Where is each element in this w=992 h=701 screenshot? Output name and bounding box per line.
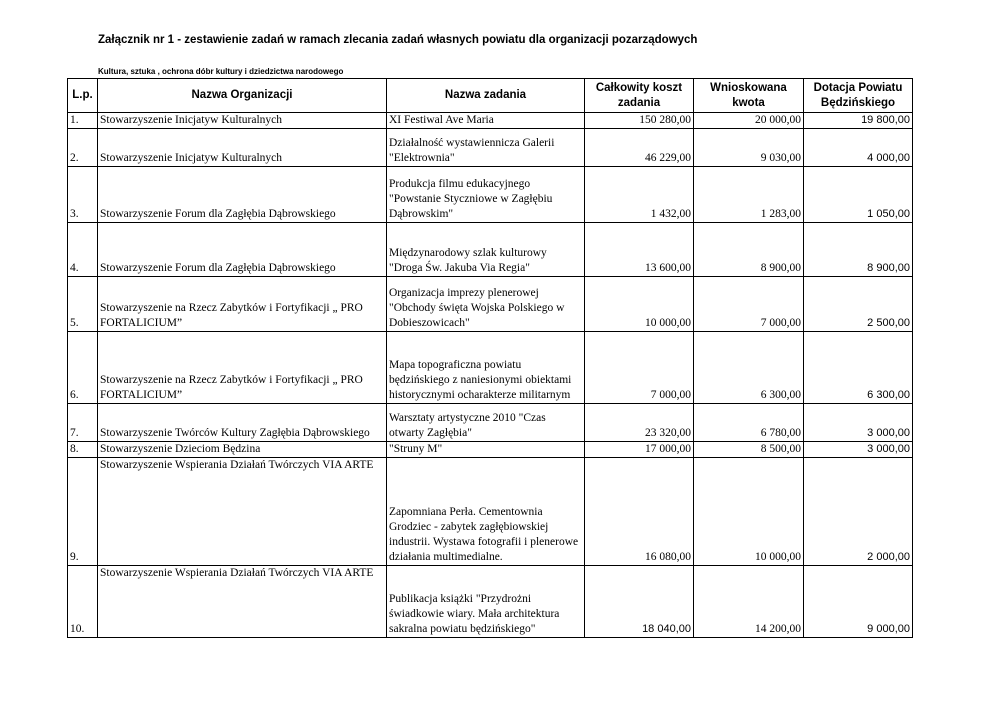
header-county-grant: Dotacja Powiatu Będzińskiego bbox=[804, 79, 913, 113]
row-lp: 6. bbox=[68, 332, 98, 404]
row-requested-amount: 9 030,00 bbox=[694, 129, 804, 167]
row-county-grant: 9 000,00 bbox=[804, 566, 913, 638]
header-requested-amount: Wnioskowana kwota bbox=[694, 79, 804, 113]
table-row bbox=[68, 167, 913, 223]
row-requested-amount: 6 780,00 bbox=[694, 404, 804, 442]
table-row bbox=[68, 566, 913, 638]
row-lp: 5. bbox=[68, 277, 98, 332]
row-county-grant: 4 000,00 bbox=[804, 129, 913, 167]
table-row bbox=[68, 404, 913, 442]
row-requested-amount: 8 900,00 bbox=[694, 223, 804, 277]
row-total-cost: 1 432,00 bbox=[585, 167, 694, 223]
row-total-cost: 10 000,00 bbox=[585, 277, 694, 332]
row-task-name: Organizacja imprezy plenerowej "Obchody święta Wojska Polskiego w Dobieszowicach" bbox=[387, 277, 585, 332]
row-county-grant: 6 300,00 bbox=[804, 332, 913, 404]
table-row bbox=[68, 332, 913, 404]
table-row bbox=[68, 277, 913, 332]
row-county-grant: 3 000,00 bbox=[804, 442, 913, 458]
row-county-grant: 2 500,00 bbox=[804, 277, 913, 332]
row-task-name: Zapomniana Perła. Cementownia Grodziec - zabytek zagłębiowskiej industrii. Wystawa fotografii i plenerowe działania multimedialne. bbox=[387, 458, 585, 566]
row-lp: 2. bbox=[68, 129, 98, 167]
row-total-cost: 18 040,00 bbox=[585, 566, 694, 638]
table-row bbox=[68, 442, 913, 458]
table-row bbox=[68, 113, 913, 129]
row-task-name: Publikacja książki "Przydrożni świadkowie wiary. Mała architektura sakralna powiatu będzińskiego" bbox=[387, 566, 585, 638]
row-total-cost: 7 000,00 bbox=[585, 332, 694, 404]
row-organization: Stowarzyszenie na Rzecz Zabytków i Fortyfikacji „ PRO FORTALICIUM” bbox=[98, 277, 387, 332]
section-heading: Kultura, sztuka , ochrona dóbr kultury i dziedzictwa narodowego bbox=[98, 67, 344, 76]
row-requested-amount: 20 000,00 bbox=[694, 113, 804, 129]
row-organization: Stowarzyszenie Forum dla Zagłębia Dąbrowskiego bbox=[98, 167, 387, 223]
row-total-cost: 17 000,00 bbox=[585, 442, 694, 458]
tasks-table bbox=[67, 78, 913, 638]
header-total-cost: Całkowity koszt zadania bbox=[585, 79, 694, 113]
row-requested-amount: 7 000,00 bbox=[694, 277, 804, 332]
row-county-grant: 3 000,00 bbox=[804, 404, 913, 442]
row-task-name: XI Festiwal Ave Maria bbox=[387, 113, 585, 129]
table-row bbox=[68, 223, 913, 277]
row-organization: Stowarzyszenie Dzieciom Będzina bbox=[98, 442, 387, 458]
row-county-grant: 1 050,00 bbox=[804, 167, 913, 223]
table-row bbox=[68, 458, 913, 566]
row-lp: 7. bbox=[68, 404, 98, 442]
row-county-grant: 2 000,00 bbox=[804, 458, 913, 566]
row-total-cost: 46 229,00 bbox=[585, 129, 694, 167]
row-organization: Stowarzyszenie Wspierania Działań Twórczych VIA ARTE bbox=[98, 458, 387, 566]
row-task-name: Działalność wystawiennicza Galerii "Elektrownia" bbox=[387, 129, 585, 167]
row-organization: Stowarzyszenie Forum dla Zagłębia Dąbrowskiego bbox=[98, 223, 387, 277]
row-lp: 10. bbox=[68, 566, 98, 638]
row-requested-amount: 14 200,00 bbox=[694, 566, 804, 638]
row-lp: 4. bbox=[68, 223, 98, 277]
row-requested-amount: 8 500,00 bbox=[694, 442, 804, 458]
document-title: Załącznik nr 1 - zestawienie zadań w ramach zlecania zadań własnych powiatu dla organizacji pozarządowych bbox=[98, 34, 698, 46]
row-task-name: Międzynarodowy szlak kulturowy "Droga Św. Jakuba Via Regia" bbox=[387, 223, 585, 277]
row-organization: Stowarzyszenie na Rzecz Zabytków i Fortyfikacji „ PRO FORTALICIUM” bbox=[98, 332, 387, 404]
row-task-name: Produkcja filmu edukacyjnego "Powstanie Styczniowe w Zagłębiu Dąbrowskim" bbox=[387, 167, 585, 223]
row-requested-amount: 1 283,00 bbox=[694, 167, 804, 223]
row-requested-amount: 6 300,00 bbox=[694, 332, 804, 404]
row-lp: 8. bbox=[68, 442, 98, 458]
header-lp: L.p. bbox=[68, 79, 98, 113]
row-organization: Stowarzyszenie Twórców Kultury Zagłębia Dąbrowskiego bbox=[98, 404, 387, 442]
row-county-grant: 19 800,00 bbox=[804, 113, 913, 129]
row-total-cost: 23 320,00 bbox=[585, 404, 694, 442]
row-total-cost: 16 080,00 bbox=[585, 458, 694, 566]
row-total-cost: 150 280,00 bbox=[585, 113, 694, 129]
table-row bbox=[68, 129, 913, 167]
row-lp: 1. bbox=[68, 113, 98, 129]
header-organization: Nazwa Organizacji bbox=[98, 79, 387, 113]
table-header-row bbox=[68, 79, 913, 113]
row-organization: Stowarzyszenie Inicjatyw Kulturalnych bbox=[98, 129, 387, 167]
header-task-name: Nazwa zadania bbox=[387, 79, 585, 113]
row-task-name: Warsztaty artystyczne 2010 "Czas otwarty Zagłębia" bbox=[387, 404, 585, 442]
row-lp: 3. bbox=[68, 167, 98, 223]
row-lp: 9. bbox=[68, 458, 98, 566]
row-task-name: Mapa topograficzna powiatu będzińskiego z naniesionymi obiektami historycznymi ocharakterze militarnym bbox=[387, 332, 585, 404]
row-total-cost: 13 600,00 bbox=[585, 223, 694, 277]
row-organization: Stowarzyszenie Wspierania Działań Twórczych VIA ARTE bbox=[98, 566, 387, 638]
row-task-name: "Struny M" bbox=[387, 442, 585, 458]
row-requested-amount: 10 000,00 bbox=[694, 458, 804, 566]
row-organization: Stowarzyszenie Inicjatyw Kulturalnych bbox=[98, 113, 387, 129]
row-county-grant: 8 900,00 bbox=[804, 223, 913, 277]
